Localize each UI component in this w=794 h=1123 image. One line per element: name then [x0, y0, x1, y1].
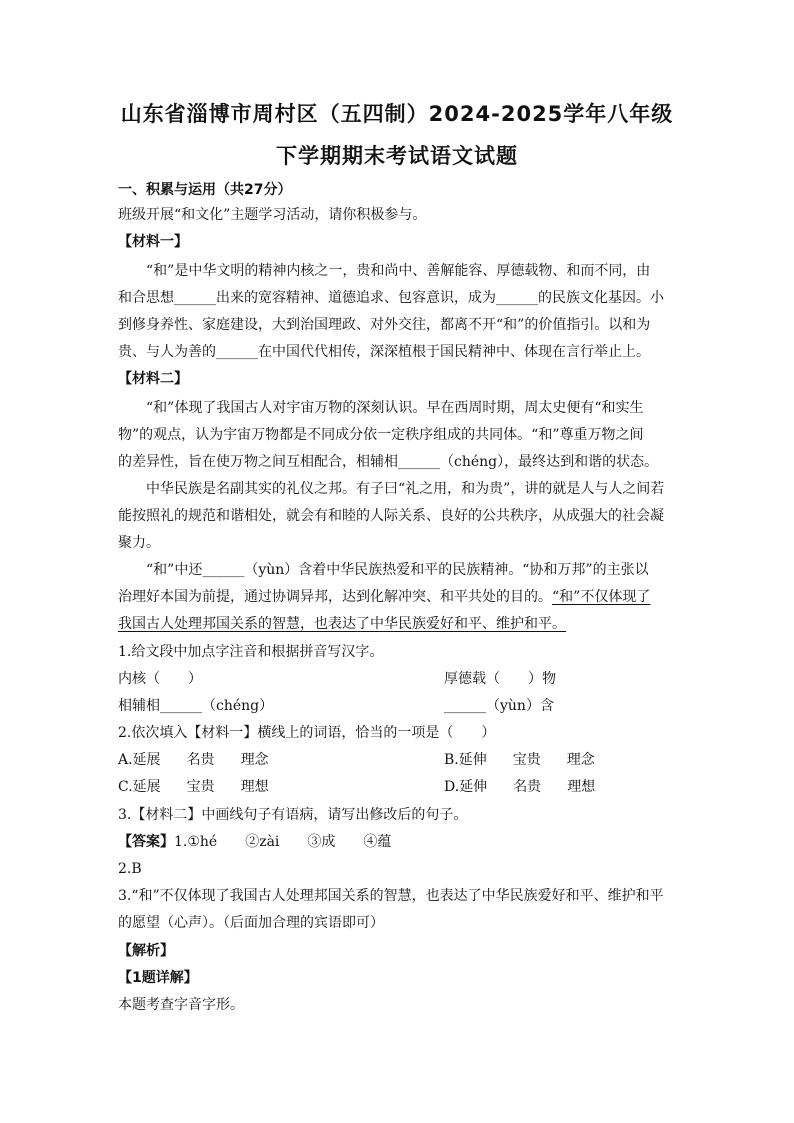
q1-stem: 1.给文段中加点字注音和根据拼音写汉字。	[118, 644, 384, 660]
analysis-sub-1: 【1题详解】	[118, 970, 198, 986]
q1-item-a: 内核（ ）	[118, 671, 202, 687]
material2-p1-line-3: 的差异性，旨在使万物之间互相配合，相辅相______（chéng），最终达到和谐的状态。	[118, 454, 659, 470]
section-heading: 一、积累与运用（共27分）	[118, 182, 292, 198]
q1-row-1	[118, 669, 678, 689]
q2-option-d: D.延伸 名贵 理想	[444, 779, 596, 795]
answer-1: 1.①hé ②zài ③成 ④蕴	[174, 834, 392, 850]
material2-p1-line-2: 物”的观点，认为宇宙万物都是不同成分依一定秩序组成的共同体。“和”尊重万物之间	[118, 427, 644, 443]
q2-option-a: A.延展 名贵 理念	[118, 752, 269, 768]
q1-item-d: ______（yùn）含	[444, 698, 554, 714]
material2-p3-line-3	[118, 614, 678, 634]
q3-stem: 3.【材料二】中画线句子有语病，请写出修改后的句子。	[118, 807, 468, 823]
answer-3-line-2: 的愿望（心声）。（后面加合理的宾语即可）	[118, 915, 384, 931]
analysis-text-1: 本题考查字音字形。	[118, 997, 244, 1013]
answer-2: 2.B	[118, 861, 142, 877]
material2-p3-line-2	[118, 587, 678, 607]
material2-p3-line-1: “和”中还______（yùn）含着中华民族热爱和平的民族精神。“协和万邦”的主张以	[146, 562, 649, 578]
q2-stem: 2.依次填入【材料一】横线上的词语，恰当的一项是（ ）	[118, 725, 496, 741]
material2-p2-line-3: 聚力。	[118, 535, 160, 551]
section-intro: 班级开展“和文化”主题学习活动，请你积极参与。	[118, 207, 427, 223]
q2-option-b: B.延伸 宝贵 理念	[444, 752, 595, 768]
material1-line-2: 和合思想______出来的宽容精神、道德追求、包容意识，成为______的民族文化基因。小	[118, 290, 664, 306]
analysis-label: 【解析】	[118, 943, 174, 959]
material2-p1-line-1: “和”体现了我国古人对宇宙万物的深刻认识。早在西周时期，周太史便有“和实生	[146, 400, 644, 416]
underlined-sentence-part-1: “和”不仅体现了	[552, 589, 651, 605]
answer-label: 【答案】	[118, 834, 174, 850]
q1-item-c: 相辅相______（chéng）	[118, 698, 274, 714]
material2-p3-line-2-plain: 治理好本国为前提，通过协调异邦，达到化解冲突、和平共处的目的。	[118, 589, 552, 605]
answer-row-1	[118, 832, 678, 852]
underlined-sentence-part-2: 我国古人处理邦国关系的智慧，也表达了中华民族爱好和平、维护和平。	[118, 616, 566, 632]
title-line-2: 下学期期末考试语文试题	[276, 144, 518, 168]
material1-line-3: 到修身养性、家庭建设，大到治国理政、对外交往，都离不开“和”的价值指引。以和为	[118, 317, 651, 333]
q2-row-2	[118, 777, 678, 797]
material2-p2-line-2: 能按照礼的规范和谐相处，就会有和睦的人际关系、良好的公共秩序，从成强大的社会凝	[118, 508, 664, 524]
q2-option-c: C.延展 宝贵 理想	[118, 779, 269, 795]
material1-line-1: “和”是中华文明的精神内核之一，贵和尚中、善解能容、厚德载物、和而不同，由	[146, 263, 651, 279]
title-line-1: 山东省淄博市周村区（五四制）2024-2025学年八年级	[120, 102, 674, 126]
q1-row-2	[118, 696, 678, 716]
material1-label: 【材料一】	[118, 234, 188, 250]
q1-item-b: 厚德载（ ）物	[444, 671, 556, 687]
answer-3-line-1: 3.“和”不仅体现了我国古人处理邦国关系的智慧，也表达了中华民族爱好和平、维护和平	[118, 888, 664, 904]
q2-row-1	[118, 750, 678, 770]
material2-p2-line-1: 中华民族是名副其实的礼仪之邦。有子曰“礼之用，和为贵”，讲的就是人与人之间若	[146, 481, 665, 497]
material2-label: 【材料二】	[118, 371, 188, 387]
material1-line-4: 贵、与人为善的______在中国代代相传，深深植根于国民精神中、体现在言行举止上。	[118, 344, 650, 360]
